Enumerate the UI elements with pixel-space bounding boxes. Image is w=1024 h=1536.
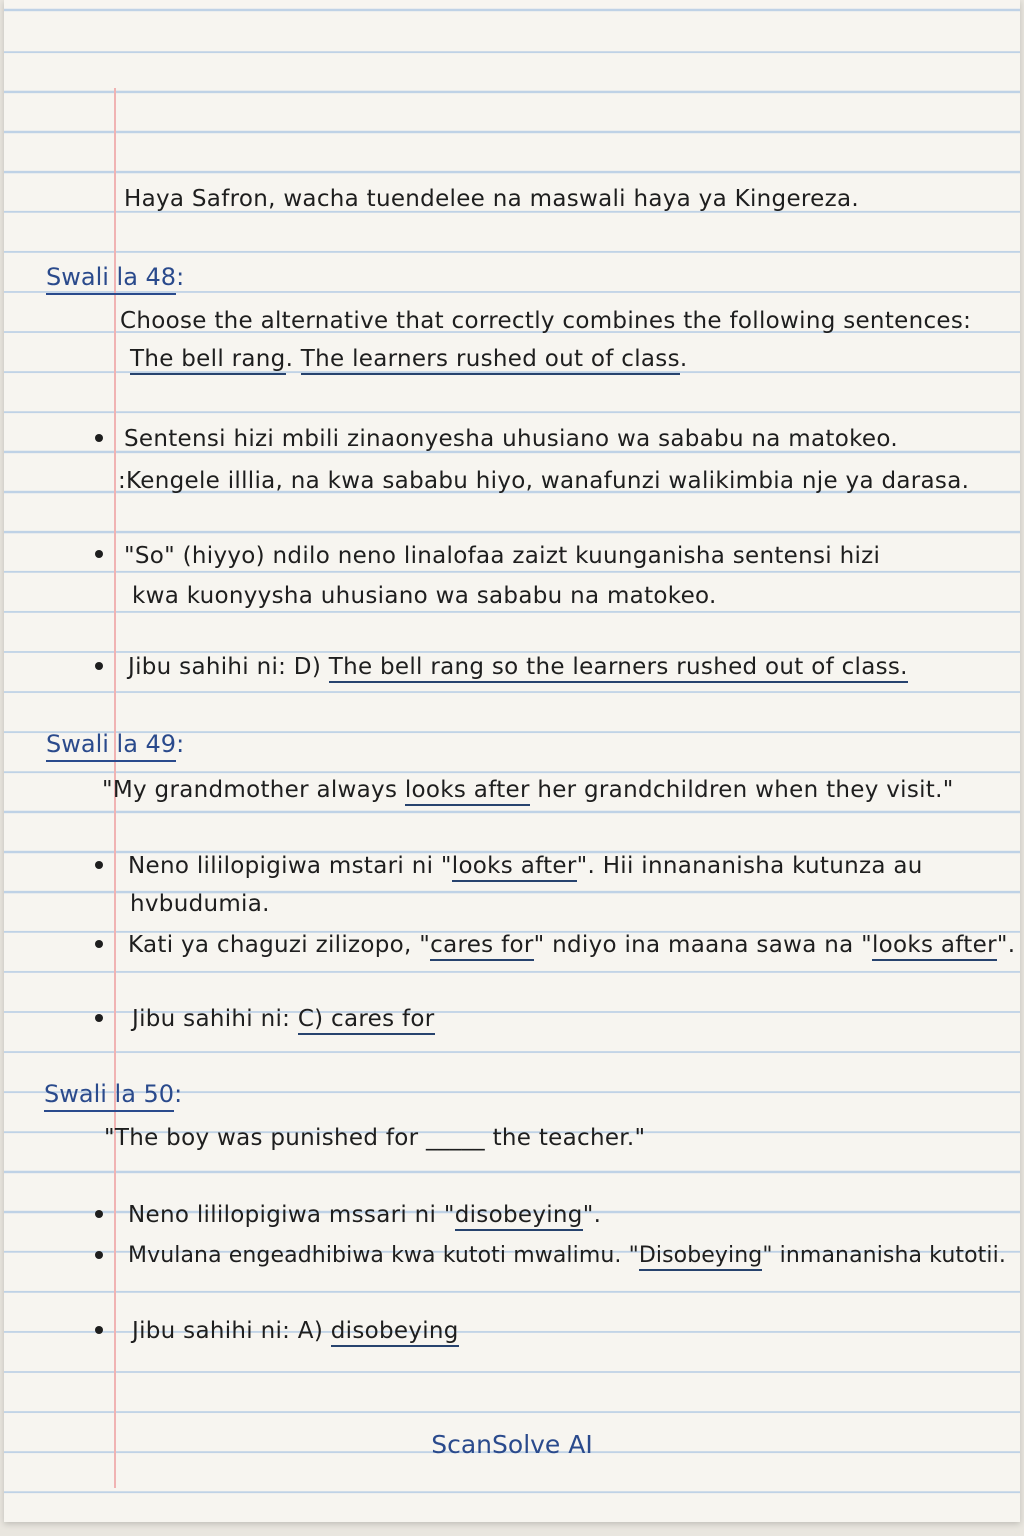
question-48-bullet-1-line-1: Sentensi hizi mbili zinaonyesha uhusiano wa sababu na matokeo. (124, 426, 898, 452)
answer-prefix: Jibu sahihi ni: (132, 1006, 298, 1032)
question-48-bullet-2-line-2: kwa kuonyysha uhusiano wa sababu na matokeo. (132, 583, 717, 609)
underlined-term: cares for (430, 932, 533, 961)
question-48-sentences (130, 344, 687, 374)
question-48-heading (46, 262, 184, 292)
bullet-icon (95, 1326, 103, 1334)
question-48-answer (128, 652, 908, 682)
question-50-colon: : (174, 1080, 183, 1108)
question-49-answer (132, 1004, 435, 1034)
answer-text: disobeying (331, 1318, 459, 1347)
bullet-text: Neno lililopigiwa mssari ni " (128, 1202, 455, 1228)
answer-prefix: Jibu sahihi ni: A) (132, 1318, 331, 1344)
bullet-icon (95, 550, 103, 558)
question-50-bullet-2 (128, 1241, 1006, 1271)
question-48-bullet-1-line-2: :Kengele illlia, na kwa sababu hiyo, wanafunzi walikimbia nje ya darasa. (118, 468, 970, 494)
question-49-quote (102, 775, 954, 805)
bullet-icon (95, 1210, 103, 1218)
question-48-colon: : (176, 263, 185, 291)
question-48-label: Swali la 48 (46, 263, 176, 295)
underlined-term: looks after (872, 932, 997, 961)
sentence-end: . (679, 346, 688, 372)
question-48-bullet-2-line-1: "So" (hiyyo) ndilo neno linalofaa zaizt kuunganisha sentensi hizi (124, 543, 881, 569)
bullet-icon (95, 861, 103, 869)
bullet-icon (95, 1251, 103, 1259)
bullet-text: " inmananisha kutotii. (762, 1243, 1006, 1268)
question-50-bullet-1 (128, 1200, 601, 1230)
underlined-term: disobeying (455, 1202, 583, 1231)
bullet-icon (95, 662, 103, 670)
question-49-bullet-1-line-1 (128, 851, 923, 881)
quote-start: "My grandmother always (102, 777, 405, 803)
quote-end: her grandchildren when they visit." (529, 777, 954, 803)
bullet-text: ". Hii innananisha kutunza au (576, 853, 923, 879)
answer-prefix: Jibu sahihi ni: D) (128, 654, 329, 680)
question-50-label: Swali la 50 (44, 1080, 174, 1112)
quote-end: the teacher." (484, 1125, 646, 1151)
question-50-quote (104, 1123, 645, 1153)
bullet-text: ". (582, 1202, 602, 1228)
bullet-text: ". (996, 932, 1016, 958)
bullet-icon (95, 434, 103, 442)
question-49-colon: : (176, 730, 185, 758)
bullet-text: " ndiyo ina maana sawa na " (533, 932, 872, 958)
quote-blank: _____ (425, 1125, 485, 1151)
question-49-bullet-2 (128, 930, 1015, 960)
question-50-answer (132, 1316, 459, 1346)
quote-start: "The boy was punished for (104, 1125, 426, 1151)
underlined-term: looks after (452, 853, 577, 882)
intro-text: Haya Safron, wacha tuendelee na maswali haya ya Kingereza. (124, 186, 859, 212)
quote-underlined: looks after (405, 777, 530, 806)
question-49-bullet-1-line-2: hvbudumia. (130, 891, 270, 917)
answer-text: C) cares for (298, 1006, 435, 1035)
sentence-1: The bell rang (130, 346, 286, 375)
sentence-separator: . (285, 346, 301, 372)
bullet-text: Neno lililopigiwa mstari ni " (128, 853, 452, 879)
underlined-term: Disobeying (639, 1243, 763, 1271)
sentence-2: The learners rushed out of class (301, 346, 680, 375)
bullet-icon (95, 940, 103, 948)
question-50-heading (44, 1079, 182, 1109)
question-49-heading (46, 729, 184, 759)
footer-brand: ScanSolve AI (431, 1430, 593, 1459)
question-48-prompt: Choose the alternative that correctly combines the following sentences: (120, 308, 972, 334)
notebook-page (4, 0, 1020, 1522)
bullet-text: Mvulana engeadhibiwa kwa kutoti mwalimu. " (128, 1243, 639, 1268)
answer-text: The bell rang so the learners rushed out of class. (329, 654, 908, 683)
bullet-text: Kati ya chaguzi zilizopo, " (128, 932, 431, 958)
bullet-icon (95, 1014, 103, 1022)
question-49-label: Swali la 49 (46, 730, 176, 762)
